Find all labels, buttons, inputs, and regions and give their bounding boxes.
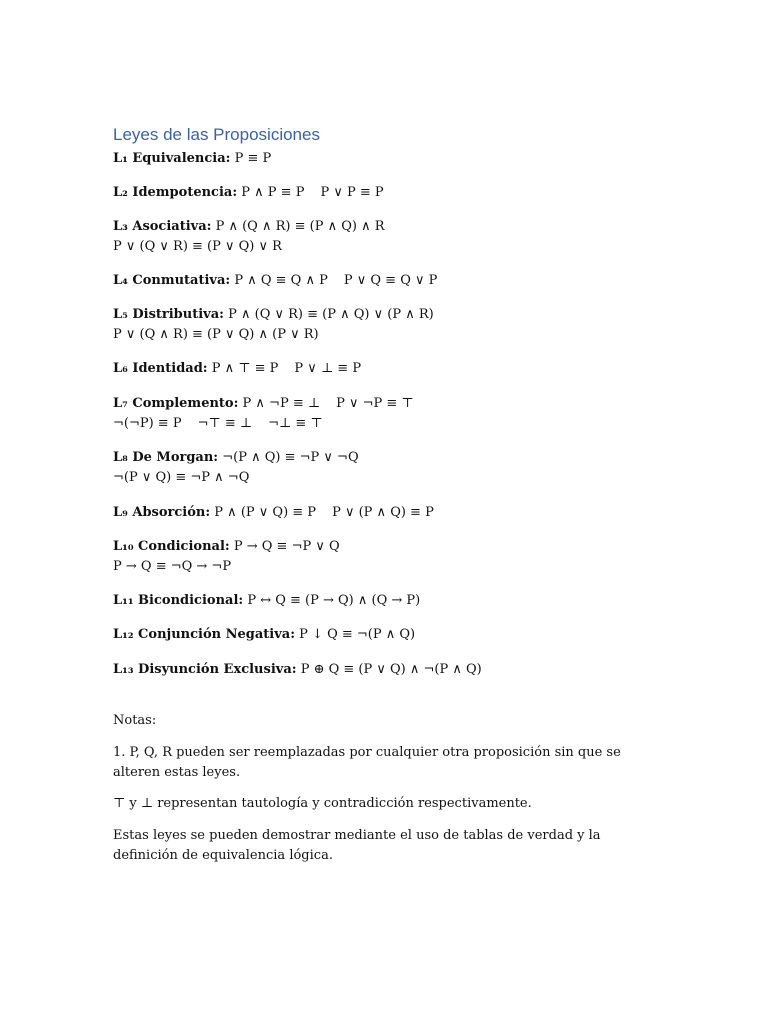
law-formula: P ≡ P: [234, 151, 272, 166]
law-formula: P ∧ (Q ∧ R) ≡ (P ∧ Q) ∧ R: [215, 219, 385, 234]
law-formula: P ∨ ⊥ ≡ P: [294, 361, 362, 376]
law-formula: P ∨ ¬P ≡ ⊤: [336, 396, 414, 411]
law-label: L₄ Conmutativa:: [113, 273, 231, 288]
law-10: [113, 537, 340, 577]
law-9: [113, 503, 434, 523]
law-label: L₁₂ Conjunción Negativa:: [113, 627, 296, 642]
law-1: [113, 149, 271, 169]
law-formula: P ↓ Q ≡ ¬(P ∧ Q): [299, 627, 416, 642]
law-formula: P → Q ≡ ¬P ∨ Q: [233, 539, 340, 554]
law-formula: P ∨ Q ≡ Q ∨ P: [343, 273, 438, 288]
law-formula: ¬(P ∧ Q) ≡ ¬P ∨ ¬Q: [222, 450, 359, 465]
law-formula: P ∨ (Q ∨ R) ≡ (P ∨ Q) ∨ R: [113, 239, 282, 254]
law-label: L₉ Absorción:: [113, 505, 211, 520]
law-3: [113, 217, 385, 257]
law-label: L₆ Identidad:: [113, 361, 208, 376]
law-formula: ¬(P ∨ Q) ≡ ¬P ∧ ¬Q: [113, 470, 250, 485]
law-12: [113, 625, 415, 645]
law-formula: P ∨ P ≡ P: [320, 185, 384, 200]
law-formula: P ∧ ¬P ≡ ⊥: [242, 396, 321, 411]
law-label: L₁ Equivalencia:: [113, 151, 231, 166]
law-2: [113, 183, 384, 203]
law-label: L₃ Asociativa:: [113, 219, 212, 234]
law-formula: P ∧ (Q ∨ R) ≡ (P ∧ Q) ∨ (P ∧ R): [228, 307, 434, 322]
note-item-2: ⊤ y ⊥ representan tautología y contradicción respectivamente.: [113, 796, 532, 811]
law-label: L₅ Distributiva:: [113, 307, 224, 322]
law-8: [113, 448, 359, 488]
note-item-3: Estas leyes se pueden demostrar mediante el uso de tablas de verdad y la definición de equivalencia lógica.: [113, 828, 601, 863]
law-6: [113, 359, 361, 379]
law-label: L₁₃ Disyunción Exclusiva:: [113, 662, 297, 677]
law-formula: P ⊕ Q ≡ (P ∨ Q) ∧ ¬(P ∧ Q): [300, 662, 482, 677]
page-title: Leyes de las Proposiciones: [113, 125, 320, 144]
law-formula: ¬⊤ ≡ ⊥: [197, 416, 253, 431]
law-label: L₂ Idempotencia:: [113, 185, 238, 200]
law-formula: P ↔ Q ≡ (P → Q) ∧ (Q → P): [247, 593, 421, 608]
law-label: L₁₀ Condicional:: [113, 539, 230, 554]
law-5: [113, 305, 434, 345]
law-formula: P ∧ ⊤ ≡ P: [211, 361, 279, 376]
law-formula: ¬⊥ ≡ ⊤: [268, 416, 323, 431]
law-4: [113, 271, 437, 291]
law-formula: ¬(¬P) ≡ P: [113, 416, 182, 431]
law-formula: P ∨ (P ∧ Q) ≡ P: [332, 505, 434, 520]
law-formula: P ∨ (Q ∧ R) ≡ (P ∨ Q) ∧ (P ∨ R): [113, 327, 319, 342]
law-7: [113, 394, 414, 434]
law-label: L₁₁ Bicondicional:: [113, 593, 244, 608]
law-formula: P ∧ Q ≡ Q ∧ P: [234, 273, 328, 288]
law-label: L₇ Complemento:: [113, 396, 239, 411]
law-11: [113, 591, 420, 611]
law-13: [113, 660, 482, 680]
notes-heading: Notas:: [113, 713, 157, 728]
law-label: L₈ De Morgan:: [113, 450, 219, 465]
law-formula: P ∧ (P ∨ Q) ≡ P: [214, 505, 317, 520]
law-formula: P ∧ P ≡ P: [241, 185, 305, 200]
law-formula: P → Q ≡ ¬Q → ¬P: [113, 559, 232, 574]
note-item-1: 1. P, Q, R pueden ser reemplazadas por cualquier otra proposición sin que se alteren estas leyes.: [113, 745, 621, 780]
